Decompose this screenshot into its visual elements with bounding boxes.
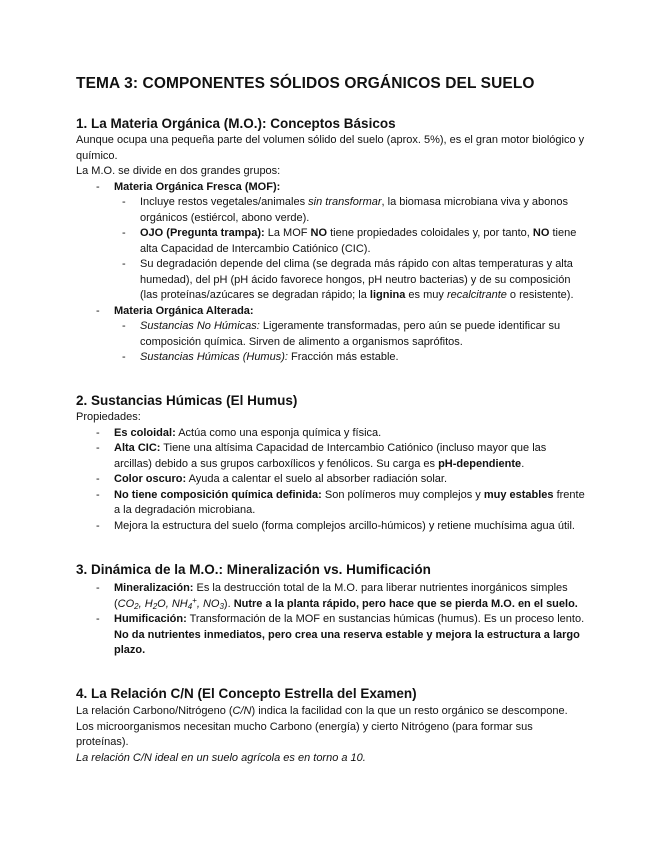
section-4-heading: 4. La Relación C/N (El Concepto Estrella del Examen)	[76, 686, 417, 701]
text-run: ) indica la facilidad con la que un resto orgánico se descompone. Los microorganismos necesitan mucho Carbono (energía) y cierto Nitrógeno (para formar sus proteínas).	[76, 705, 568, 748]
text-run: Mejora la estructura del suelo (forma complejos arcillo-húmicos) y retiene muchísima agua útil.	[114, 519, 575, 532]
text-run: Es la destrucción total de la M.O. para liberar nutrientes inorgánicos simples (	[114, 582, 568, 610]
section-4-paragraph	[76, 704, 586, 751]
text-run: frente a la degradación microbiana.	[114, 488, 585, 516]
text-run: NO	[310, 227, 328, 239]
text-run: Transformación de la MOF en sustancias húmicas (humus). Es un proceso lento.	[186, 613, 585, 625]
text-run: Sustancias No Húmicas:	[140, 320, 260, 332]
text-run: Color oscuro:	[114, 473, 187, 485]
moa-label: Materia Orgánica Alterada:	[114, 304, 254, 317]
list-item	[76, 441, 586, 472]
text-run: ,	[196, 597, 203, 610]
text-run: NO	[202, 597, 220, 610]
text-run: NH	[171, 597, 188, 610]
text-run: 3	[219, 601, 224, 611]
text-run: No tiene composición química definida:	[114, 488, 322, 501]
list-item	[76, 426, 586, 442]
text-run: La MOF	[264, 227, 311, 239]
text-run: Son polímeros muy complejos y	[321, 488, 484, 501]
mo-groups-list	[76, 180, 586, 366]
section-sustancias-humicas	[76, 393, 586, 534]
text-run: es muy	[405, 289, 447, 301]
list-item-humificacion	[76, 612, 586, 659]
section-2-props-label: Propiedades:	[76, 411, 141, 423]
list-item-mineralizacion	[76, 581, 586, 612]
text-run: Ayuda a calentar el suelo al absorber radiación solar.	[186, 473, 448, 485]
text-run: La relación Carbono/Nitrógeno (	[76, 705, 233, 717]
text-run: tiene alta Capacidad de Intercambio Catiónico (CIC).	[140, 227, 577, 255]
mof-label: Materia Orgánica Fresca (MOF):	[114, 180, 281, 193]
section-3-heading: 3. Dinámica de la M.O.: Mineralización vs. Humificación	[76, 562, 431, 577]
list-item	[76, 488, 586, 519]
text-run: Su degradación depende del clima (se degrada más rápido con altas temperaturas y alta humedad), del pH (pH ácido favorece hongos, pH neutro bacterias) y de su composición (las proteínas/azúcares se degradan rápido; la	[140, 258, 573, 301]
text-run: NO	[532, 227, 550, 239]
text-run: C/N	[232, 705, 252, 717]
text-run: pH-dependiente	[438, 457, 522, 470]
text-run: Humificación:	[114, 613, 187, 625]
dynamics-list	[76, 581, 586, 659]
text-run: , la biomasa microbiana viva y abonos orgánicos (estiércol, abono verde).	[140, 196, 568, 224]
mof-sublist	[114, 195, 586, 304]
section-relacion-cn	[76, 686, 586, 766]
text-run: 2	[152, 601, 158, 611]
text-run: lignina	[369, 289, 406, 301]
section-4-note	[76, 751, 586, 767]
section-1-intro: Aunque ocupa una pequeña parte del volumen sólido del suelo (aprox. 5%), es el gran motor biológico y químico.	[76, 134, 585, 162]
list-item	[76, 350, 586, 366]
text-run: sin transformar	[308, 196, 382, 208]
section-1-heading: 1. La Materia Orgánica (M.O.): Conceptos Básicos	[76, 116, 396, 131]
text-run: Ligeramente transformadas, pero aún se puede identificar su composición química. Sirven de alimento a organismos saprófitos.	[140, 320, 561, 348]
list-item	[76, 226, 586, 257]
text-run: Incluye restos vegetales/animales	[140, 196, 309, 208]
list-item	[76, 257, 586, 304]
moa-sublist	[114, 319, 586, 366]
text-run: Nutre a la planta rápido, pero hace que se pierda M.O. en el suelo.	[233, 597, 578, 610]
text-run: H	[144, 597, 153, 610]
text-run: ,	[138, 597, 145, 610]
list-item	[76, 519, 586, 535]
section-dinamica-mo	[76, 562, 586, 659]
text-run: Tiene una altísima Capacidad de Intercambio Catiónico (incluso mayor que las arcillas) debido a sus grupos carboxílicos y fenólicos. Su carga es	[114, 442, 547, 470]
text-run: 4	[187, 601, 193, 611]
text-run: OJO (Pregunta trampa):	[140, 227, 265, 239]
section-1-divide: La M.O. se divide en dos grandes grupos:	[76, 165, 281, 177]
list-item	[76, 195, 586, 226]
text-run: No da nutrientes inmediatos, pero crea una reserva estable y mejora la estructura a largo plazo.	[114, 628, 580, 656]
list-item-mof	[76, 180, 586, 304]
text-run: Actúa como una esponja química y física.	[175, 426, 382, 439]
text-run: 2	[134, 601, 139, 611]
text-run: Es coloidal:	[114, 426, 176, 439]
text-run: Sustancias Húmicas (Humus):	[140, 351, 288, 363]
text-run: .	[521, 457, 525, 470]
text-run: Mineralización:	[114, 582, 194, 594]
list-item-moa	[76, 304, 586, 366]
section-2-heading: 2. Sustancias Húmicas (El Humus)	[76, 393, 298, 408]
list-item	[76, 319, 586, 350]
text-run: tiene propiedades coloidales y, por tanto,	[327, 227, 533, 239]
text-run: recalcitrante	[446, 289, 507, 301]
text-run: Alta CIC:	[114, 442, 161, 454]
section-materia-organica	[76, 116, 586, 366]
text-run: O,	[157, 597, 172, 610]
text-run: CO	[117, 597, 135, 610]
list-item	[76, 472, 586, 488]
text-run: La relación C/N ideal en un suelo agrícola es en torno a 10.	[76, 751, 366, 764]
text-run: Fracción más estable.	[287, 351, 399, 363]
document-title: TEMA 3: COMPONENTES SÓLIDOS ORGÁNICOS DEL SUELO	[76, 75, 535, 92]
humus-properties-list	[76, 426, 586, 535]
text-run: ).	[223, 597, 234, 610]
text-run: o resistente).	[506, 289, 574, 301]
text-run: +	[192, 595, 197, 605]
text-run: muy estables	[483, 488, 554, 501]
